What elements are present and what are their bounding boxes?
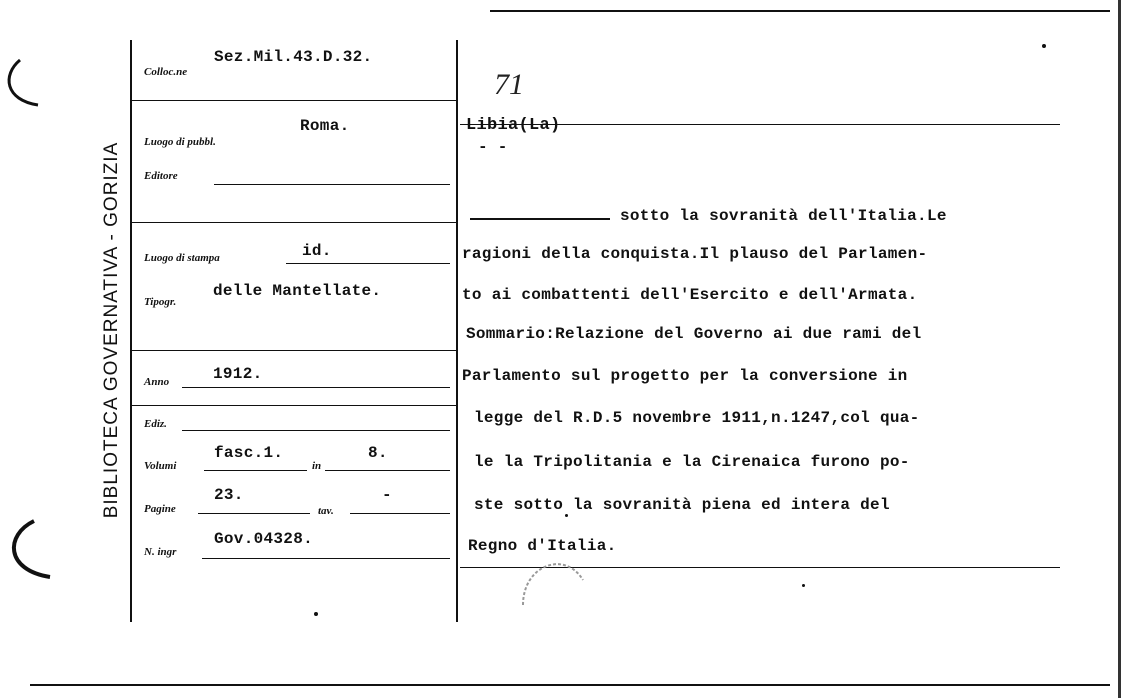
right-edge-line <box>1118 0 1121 698</box>
institution-stamp: BIBLIOTECA GOVERNATIVA - GORIZIA <box>101 141 122 519</box>
rule-colloc <box>131 100 456 101</box>
body-line-7: le la Tripolitania e la Cirenaica furono po- <box>474 453 910 471</box>
tav-value: - <box>382 486 392 504</box>
binder-hole-top <box>0 55 50 115</box>
volumi-label: Volumi <box>144 460 177 472</box>
card-number: 71 <box>494 68 524 101</box>
underline-ediz <box>182 430 450 431</box>
underline-anno <box>182 387 450 388</box>
binder-hole-bottom <box>0 515 60 585</box>
pagine-label: Pagine <box>144 503 176 515</box>
anno-label: Anno <box>144 376 170 388</box>
anno-value: 1912. <box>213 365 263 383</box>
speck <box>1042 44 1046 48</box>
faint-stamp-mark <box>515 545 595 615</box>
underline-luogo-stampa <box>286 263 450 264</box>
luogo-stampa-value: id. <box>302 242 332 260</box>
in-label: in <box>312 460 322 472</box>
ningr-label: N. ingr <box>144 546 177 558</box>
luogo-stampa-label: Luogo di stampa <box>144 252 220 264</box>
body-line-1: sotto la sovranità dell'Italia.Le <box>620 207 947 225</box>
luogo-pubbl-value: Roma. <box>300 117 350 135</box>
rule-tipogr <box>131 350 456 351</box>
underline-volumi <box>204 470 307 471</box>
underline-pagine <box>198 513 310 514</box>
underline-ningr <box>202 558 450 559</box>
editore-label: Editore <box>144 170 178 182</box>
tav-label: tav. <box>318 505 334 517</box>
body-line-9: Regno d'Italia. <box>468 537 617 555</box>
underline-tav <box>350 513 450 514</box>
speck <box>802 584 805 587</box>
colloc-value: Sez.Mil.43.D.32. <box>214 48 373 66</box>
pagine-value: 23. <box>214 486 244 504</box>
underline-editore <box>214 184 450 185</box>
speck <box>314 612 318 616</box>
body-line-5: Parlamento sul progetto per la conversione in <box>462 367 908 385</box>
tipogr-value: delle Mantellate. <box>213 282 382 300</box>
tipogr-label: Tipogr. <box>144 296 177 308</box>
speck <box>565 514 568 517</box>
body-line-6: legge del R.D.5 novembre 1911,n.1247,col qua- <box>474 409 920 427</box>
colloc-label: Colloc.ne <box>144 66 188 78</box>
top-edge-line <box>490 10 1110 12</box>
title-dash: - - <box>478 138 508 156</box>
rule-ediz <box>131 405 456 406</box>
title-heading: Libia(La) <box>466 116 561 135</box>
in-value: 8. <box>368 444 388 462</box>
luogo-pubbl-label: Luogo di pubbl. <box>144 136 216 148</box>
ningr-value: Gov.04328. <box>214 530 314 548</box>
center-divider <box>456 40 458 622</box>
ediz-label: Ediz. <box>144 418 167 430</box>
bottom-edge-line <box>30 684 1110 686</box>
body-line-3: to ai combattenti dell'Esercito e dell'Armata. <box>462 286 918 304</box>
underline-in <box>325 470 450 471</box>
volumi-value: fasc.1. <box>214 444 284 462</box>
underline-title-blank <box>470 218 610 220</box>
body-line-2: ragioni della conquista.Il plauso del Parlamen- <box>462 245 928 263</box>
left-column-border <box>130 40 132 622</box>
body-line-4: Sommario:Relazione del Governo ai due rami del <box>466 325 922 343</box>
body-line-8: ste sotto la sovranità piena ed intera del <box>474 496 890 514</box>
rule-editore <box>131 222 456 223</box>
